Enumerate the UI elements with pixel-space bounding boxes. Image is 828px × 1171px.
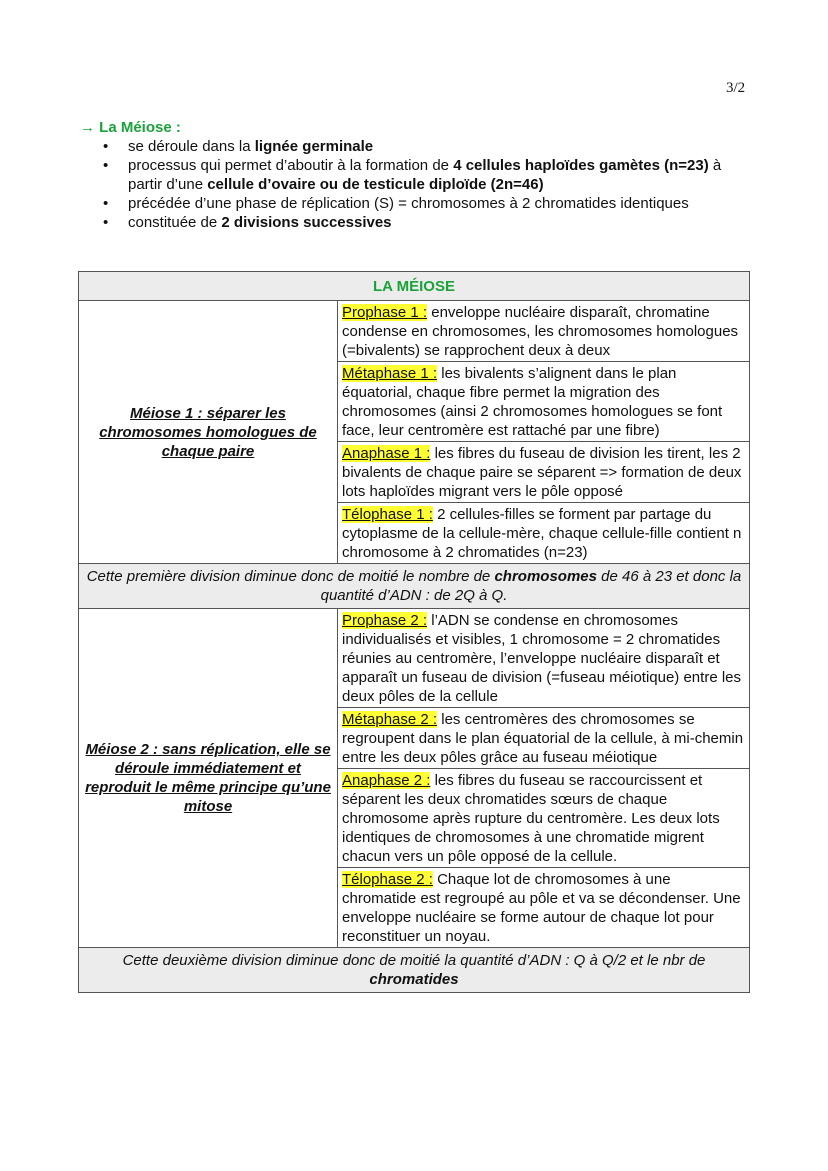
intro-section [80,118,750,232]
telophase1-cell: Télophase 1 : 2 cellules-filles se forment par partage du cytoplasme de la cellule-mère, chaque cellule-fille contient n chromosome à 2 chromatides (n=23) [338,503,750,564]
prophase2-label: Prophase 2 : [342,612,428,629]
anaphase2-cell: Anaphase 2 : les fibres du fuseau se raccourcissent et séparent les deux chromatides sœurs de chaque chromosome après rupture du centromère. Les deux lots identiques de chromosomes à une chromatide migrent chacun vers un pôle opposé de la cellule. [338,769,750,868]
intro-bullet: • processus qui permet d’aboutir à la formation de 4 cellules haploïdes gamètes (n=23) à partir d’une cellule d’ovaire ou de testicule diploïde (2n=46) [128,156,750,194]
metaphase1-label: Métaphase 1 : [342,365,438,382]
metaphase2-label: Métaphase 2 : [342,711,438,728]
meiose2-summary: Cette deuxième division diminue donc de moitié la quantité d’ADN : Q à Q/2 et le nbr de chromatides [79,948,750,993]
intro-bullet-list [80,137,750,232]
telophase1-label: Télophase 1 : [342,506,433,523]
table-header: LA MÉIOSE [79,272,750,301]
prophase2-cell: Prophase 2 : l’ADN se condense en chromosomes individualisés et visibles, 1 chromosome = 2 chromatides réunies au centromère, l’enveloppe nucléaire disparaît et apparaît un fuseau de division (=fuseau méiotique) entre les deux pôles de la cellule [338,609,750,708]
intro-title: → La Méiose : [80,119,181,136]
meiose-table [78,271,750,993]
prophase1-label: Prophase 1 : [342,304,428,321]
prophase1-cell: Prophase 1 : enveloppe nucléaire disparaît, chromatine condense en chromosomes, les chromosomes homologues (=bivalents) se rapprochent deux à deux [338,301,750,362]
page-number: 3/2 [726,80,746,96]
telophase2-cell: Télophase 2 : Chaque lot de chromosomes à une chromatide est regroupé au pôle et va se décondenser. Une enveloppe nucléaire se forme autour de chaque lot pour reconstituer un noyau. [338,868,750,948]
telophase2-label: Télophase 2 : [342,871,433,888]
metaphase1-cell: Métaphase 1 : les bivalents s’alignent dans le plan équatorial, chaque fibre permet la migration des chromosomes (ainsi 2 chromosomes homologues se font face, leur centromère est rattaché par une fibre) [338,362,750,442]
intro-bullet: • constituée de 2 divisions successives [128,213,750,232]
metaphase2-cell: Métaphase 2 : les centromères des chromosomes se regroupent dans le plan équatorial de la cellule, à mi-chemin entre les deux pôles grâce au fuseau méiotique [338,708,750,769]
intro-bullet: • se déroule dans la lignée germinale [128,137,750,156]
anaphase2-label: Anaphase 2 : [342,772,431,789]
anaphase1-label: Anaphase 1 : [342,445,431,462]
meiose1-label: Méiose 1 : séparer les chromosomes homologues de chaque paire [79,301,338,564]
meiose1-summary: Cette première division diminue donc de moitié le nombre de chromosomes de 46 à 23 et donc la quantité d’ADN : de 2Q à Q. [79,564,750,609]
anaphase1-cell: Anaphase 1 : les fibres du fuseau de division les tirent, les 2 bivalents de chaque paire se séparent => formation de deux lots haploïdes migrant vers le pôle opposé [338,442,750,503]
intro-bullet: • précédée d’une phase de réplication (S) = chromosomes à 2 chromatides identiques [128,194,750,213]
meiose2-label: Méiose 2 : sans réplication, elle se déroule immédiatement et reproduit le même principe qu’une mitose [79,609,338,948]
